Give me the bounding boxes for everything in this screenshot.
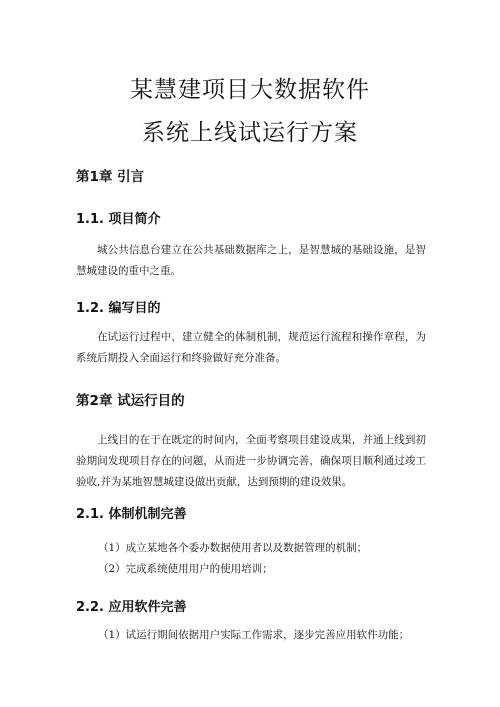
section-1-2-paragraph: 在试运行过程中，建立健全的体制机制，规范运行流程和操作章程，为系统后期投入全面运行和终验做好充分准备。 [76,331,426,364]
list-item: （1）试运行期间依据用户实际工作需求，逐步完善应用软件功能； [98,629,410,641]
section-1-2-heading: 1.2. 编写目的 [76,301,161,316]
section-2-1-heading: 2.1. 体制机制完善 [76,507,187,522]
document-title-line-1: 某慧建项目大数据软件 [130,77,370,103]
section-1-1-heading: 1.1. 项目简介 [76,212,161,227]
chapter-2-paragraph: 上线目的在于在既定的时间内，全面考察项目建设成果，并通上线到初验期间发现项目存在的问题，从而进一步协调完善，确保项目顺利通过竣工验收,并为某地智慧城建设做出贡献，达到预期的建设效果。 [76,434,426,488]
chapter-2-heading: 第2章 试运行目的 [76,393,185,409]
document-title-line-2: 系统上线试运行方案 [142,120,358,146]
list-item: （2）完成系统使用用户的使用培训； [98,563,273,575]
section-1-1-paragraph: 城公共信息台建立在公共基础数据库之上，是智慧城的基础设施，是智慧城建设的重中之重。 [76,244,426,277]
section-2-2-heading: 2.2. 应用软件完善 [76,600,187,615]
list-item: （1）成立某地各个委办数据使用者以及数据管理的机制； [98,542,368,554]
chapter-1-heading: 第1章 引言 [76,169,145,185]
